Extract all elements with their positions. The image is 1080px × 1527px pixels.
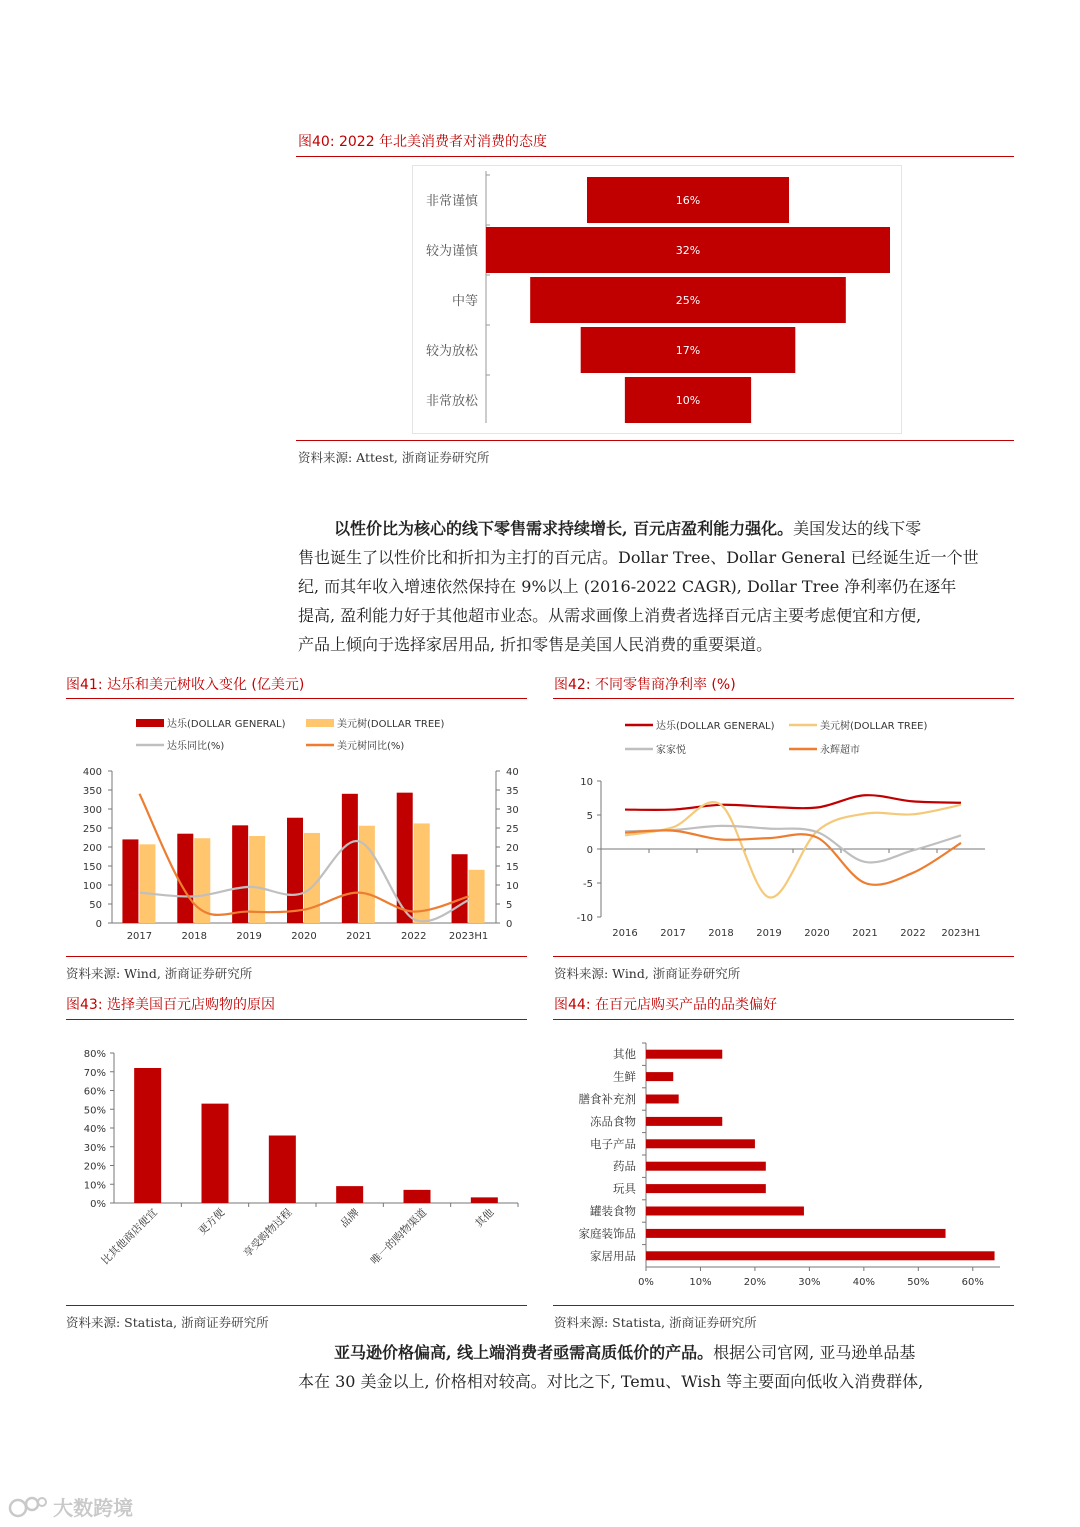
fig43-bar (269, 1136, 296, 1204)
fig41-x-label: 2020 (291, 931, 317, 942)
fig44-category-label: 生鲜 (613, 1069, 636, 1084)
fig40-value-label: 25% (675, 294, 701, 307)
para2-line1: 根据公司官网, 亚马逊单品基 (713, 1343, 916, 1362)
fig41-y-tick-right: 0 (506, 919, 513, 930)
fig44-bar (646, 1184, 766, 1193)
fig44-category-label: 电子产品 (590, 1136, 636, 1151)
fig41-legend-label: 达乐(DOLLAR GENERAL) (167, 719, 286, 730)
fig41-bar-dollar-general (287, 818, 303, 923)
fig42-x-label: 2020 (804, 928, 830, 939)
fig41-source: 资料来源: Wind, 浙商证券研究所 (66, 966, 253, 981)
fig42-x-label: 2018 (708, 928, 734, 939)
fig41-y-tick-right: 35 (506, 786, 519, 797)
fig42-source: 资料来源: Wind, 浙商证券研究所 (554, 966, 741, 981)
fig41-bar-dollar-tree (139, 844, 155, 923)
fig44-category-label: 玩具 (613, 1181, 636, 1196)
fig41-title-rule (66, 698, 527, 699)
fig42-x-label: 2022 (900, 928, 926, 939)
fig42-y-tick: 0 (586, 845, 593, 856)
fig41-bar-dollar-general (342, 794, 358, 923)
fig44-bar (646, 1139, 755, 1148)
fig41-bar-dollar-general (122, 839, 138, 923)
fig42-y-tick: -10 (576, 913, 593, 924)
fig41-bar-dollar-general (232, 825, 248, 923)
fig41-y-tick-right: 5 (506, 900, 513, 911)
fig43-title-rule (66, 1019, 527, 1020)
fig42-x-label: 2017 (660, 928, 686, 939)
para2-line2: 本在 30 美金以上, 价格相对较高。对比之下, Temu、Wish 等主要面向低收入消费群体, (298, 1372, 924, 1391)
fig43-title: 图43: 选择美国百元店购物的原因 (66, 997, 275, 1013)
fig41-bar-dollar-tree (414, 823, 430, 923)
fig41-y-tick-right: 10 (506, 881, 519, 892)
fig44-x-tick: 0% (638, 1277, 654, 1288)
fig41-legend-label: 达乐同比(%) (167, 741, 225, 752)
fig40-category-label: 非常谨慎 (425, 194, 478, 209)
fig43-x-label: 品牌 (338, 1206, 362, 1230)
fig44-bar (646, 1095, 679, 1104)
fig41-x-label: 2019 (236, 931, 262, 942)
fig44-x-tick: 40% (852, 1277, 875, 1288)
fig40-title: 图40: 2022 年北美消费者对消费的态度 (298, 134, 548, 150)
fig41-bar-dollar-tree (359, 826, 375, 923)
fig43-bar (336, 1186, 363, 1203)
fig43-bar (202, 1104, 229, 1203)
fig42-y-tick: -5 (583, 879, 593, 890)
body-paragraph-1 (298, 514, 1014, 659)
fig44-chart (553, 1025, 1015, 1303)
fig44-x-tick: 20% (743, 1277, 767, 1288)
fig42-title-rule (553, 698, 1014, 699)
fig41-y-tick-left: 400 (82, 767, 102, 778)
fig40-title-rule (296, 156, 1014, 157)
fig44-x-tick: 50% (907, 1277, 930, 1288)
fig43-bar (471, 1197, 498, 1203)
fig41-y-tick-left: 250 (82, 824, 102, 835)
fig42-line-3 (625, 830, 961, 884)
fig41-bar-dollar-tree (469, 870, 485, 923)
fig41-chart (66, 705, 528, 953)
fig41-y-tick-left: 350 (82, 786, 102, 797)
para1-line5: 产品上倾向于选择家居用品, 折扣零售是美国人民消费的重要渠道。 (298, 635, 773, 654)
fig42-x-label: 2021 (852, 928, 878, 939)
para1-lead: 以性价比为核心的线下零售需求持续增长, 百元店盈利能力强化。 (334, 519, 794, 538)
fig42-bottom-rule (553, 956, 1014, 957)
fig41-x-label: 2022 (400, 931, 427, 942)
fig44-category-label: 家庭装饰品 (578, 1226, 636, 1241)
fig41-x-label: 2023H1 (448, 931, 489, 942)
fig44-category-label: 药品 (613, 1159, 636, 1174)
fig44-x-tick: 30% (798, 1277, 821, 1288)
fig44-bar (646, 1162, 766, 1171)
fig44-bar (646, 1117, 722, 1126)
fig42-y-tick: 5 (586, 811, 593, 822)
fig43-y-tick: 10% (83, 1180, 106, 1192)
fig42-legend-label: 永辉超市 (820, 745, 860, 756)
fig41-x-label: 2018 (181, 931, 208, 942)
para1-line2: 售也诞生了以性价比和折扣为主打的百元店。Dollar Tree、Dollar General 已经诞生近一个世 (298, 548, 979, 567)
fig42-legend-label: 家家悦 (656, 745, 686, 756)
fig40-category-label: 较为谨慎 (425, 244, 478, 259)
fig41-bottom-rule (66, 956, 527, 957)
fig43-y-tick: 30% (83, 1142, 106, 1154)
fig42-legend-label: 达乐(DOLLAR GENERAL) (656, 721, 775, 732)
fig41-y-tick-right: 30 (506, 805, 519, 816)
fig41-bar-dollar-general (177, 834, 193, 923)
fig40-category-label: 非常放松 (425, 394, 478, 409)
fig41-y-tick-left: 150 (82, 862, 102, 873)
fig43-x-label: 比其他商店便宜 (99, 1206, 160, 1268)
fig40-value-label: 32% (675, 244, 701, 257)
fig41-y-tick-left: 50 (89, 900, 102, 911)
fig44-x-tick: 60% (961, 1277, 984, 1288)
fig40-chart (412, 165, 902, 435)
watermark-text: 大数跨境 (53, 1496, 134, 1520)
fig41-y-tick-right: 25 (506, 824, 519, 835)
fig41-bar-dollar-tree (249, 836, 265, 923)
fig42-legend-label: 美元树(DOLLAR TREE) (820, 721, 928, 732)
watermark (8, 1492, 133, 1521)
fig43-y-tick: 60% (83, 1086, 106, 1098)
fig43-y-tick: 50% (83, 1105, 106, 1117)
fig41-y-tick-left: 200 (82, 843, 102, 854)
fig42-x-label: 2019 (756, 928, 782, 939)
fig44-category-label: 其他 (613, 1047, 636, 1062)
fig43-source: 资料来源: Statista, 浙商证券研究所 (66, 1315, 269, 1330)
body-paragraph-2 (298, 1338, 1014, 1396)
fig43-x-label: 唯一的购物渠道 (368, 1206, 430, 1268)
fig43-x-label: 其他 (473, 1206, 497, 1230)
fig41-title: 图41: 达乐和美元树收入变化 (亿美元) (66, 677, 305, 693)
fig44-bottom-rule (553, 1305, 1014, 1306)
fig44-bar (646, 1229, 946, 1238)
fig41-x-label: 2021 (346, 931, 372, 942)
fig42-x-label: 2016 (612, 928, 638, 939)
fig43-bottom-rule (66, 1305, 527, 1306)
fig42-line-0 (625, 795, 961, 810)
fig43-y-tick: 20% (83, 1161, 106, 1173)
fig40-category-label: 中等 (451, 294, 478, 309)
fig40-value-label: 10% (675, 394, 701, 407)
fig43-bar (404, 1190, 431, 1203)
fig43-y-tick: 80% (83, 1049, 106, 1060)
fig43-x-label: 享受购物过程 (241, 1206, 295, 1260)
fig44-category-label: 罐装食物 (590, 1204, 636, 1218)
fig41-legend-label: 美元树同比(%) (337, 741, 405, 752)
fig44-x-tick: 10% (689, 1277, 712, 1288)
fig43-y-tick: 40% (83, 1124, 106, 1135)
fig41-y-tick-right: 20 (506, 843, 519, 854)
fig41-x-label: 2017 (126, 931, 153, 942)
fig41-legend-swatch (136, 719, 164, 727)
fig44-category-label: 家居用品 (590, 1248, 636, 1263)
fig41-y-tick-left: 300 (82, 805, 102, 816)
fig41-bar-dollar-general (452, 854, 468, 923)
para1-line1: 美国发达的线下零 (793, 519, 922, 538)
fig41-y-tick-right: 15 (506, 862, 519, 873)
fig43-chart (66, 1025, 528, 1303)
fig42-x-label: 2023H1 (941, 928, 981, 939)
fig41-y-tick-left: 0 (95, 919, 102, 930)
fig40-source: 资料来源: Attest, 浙商证券研究所 (298, 450, 490, 465)
fig43-y-tick: 70% (83, 1067, 106, 1079)
fig40-bottom-rule (296, 440, 1014, 441)
fig44-bar (646, 1207, 804, 1216)
fig44-title: 图44: 在百元店购买产品的品类偏好 (554, 997, 777, 1013)
fig44-source: 资料来源: Statista, 浙商证券研究所 (554, 1315, 757, 1330)
fig44-title-rule (553, 1019, 1014, 1020)
fig44-bar (646, 1072, 673, 1081)
fig42-chart (553, 705, 1015, 953)
fig43-x-label: 更方便 (196, 1206, 228, 1238)
para1-line3: 纪, 而其年收入增速依然保持在 9%以上 (2016-2022 CAGR), Dollar Tree 净利率仍在逐年 (298, 577, 957, 596)
fig44-category-label: 膳食补充剂 (578, 1092, 636, 1106)
fig40-category-label: 较为放松 (425, 344, 478, 359)
fig44-bar (646, 1251, 995, 1260)
fig43-bar (134, 1068, 161, 1203)
para2-lead: 亚马逊价格偏高, 线上端消费者亟需高质低价的产品。 (334, 1343, 714, 1362)
fig41-y-tick-right: 40 (506, 767, 519, 778)
para1-line4: 提高, 盈利能力好于其他超市业态。从需求画像上消费者选择百元店主要考虑便宜和方便, (298, 606, 922, 625)
watermark-logo-icon (8, 1494, 48, 1520)
fig42-title: 图42: 不同零售商净利率 (%) (554, 677, 736, 693)
fig41-y-tick-left: 100 (82, 881, 102, 892)
fig41-legend-label: 美元树(DOLLAR TREE) (337, 719, 445, 730)
fig42-y-tick: 10 (580, 777, 593, 788)
fig40-value-label: 16% (675, 194, 701, 207)
fig40-value-label: 17% (675, 344, 701, 357)
fig43-y-tick: 0% (90, 1199, 106, 1210)
fig44-category-label: 冻品食物 (590, 1114, 636, 1129)
fig41-legend-swatch (306, 719, 334, 727)
fig44-bar (646, 1050, 722, 1059)
